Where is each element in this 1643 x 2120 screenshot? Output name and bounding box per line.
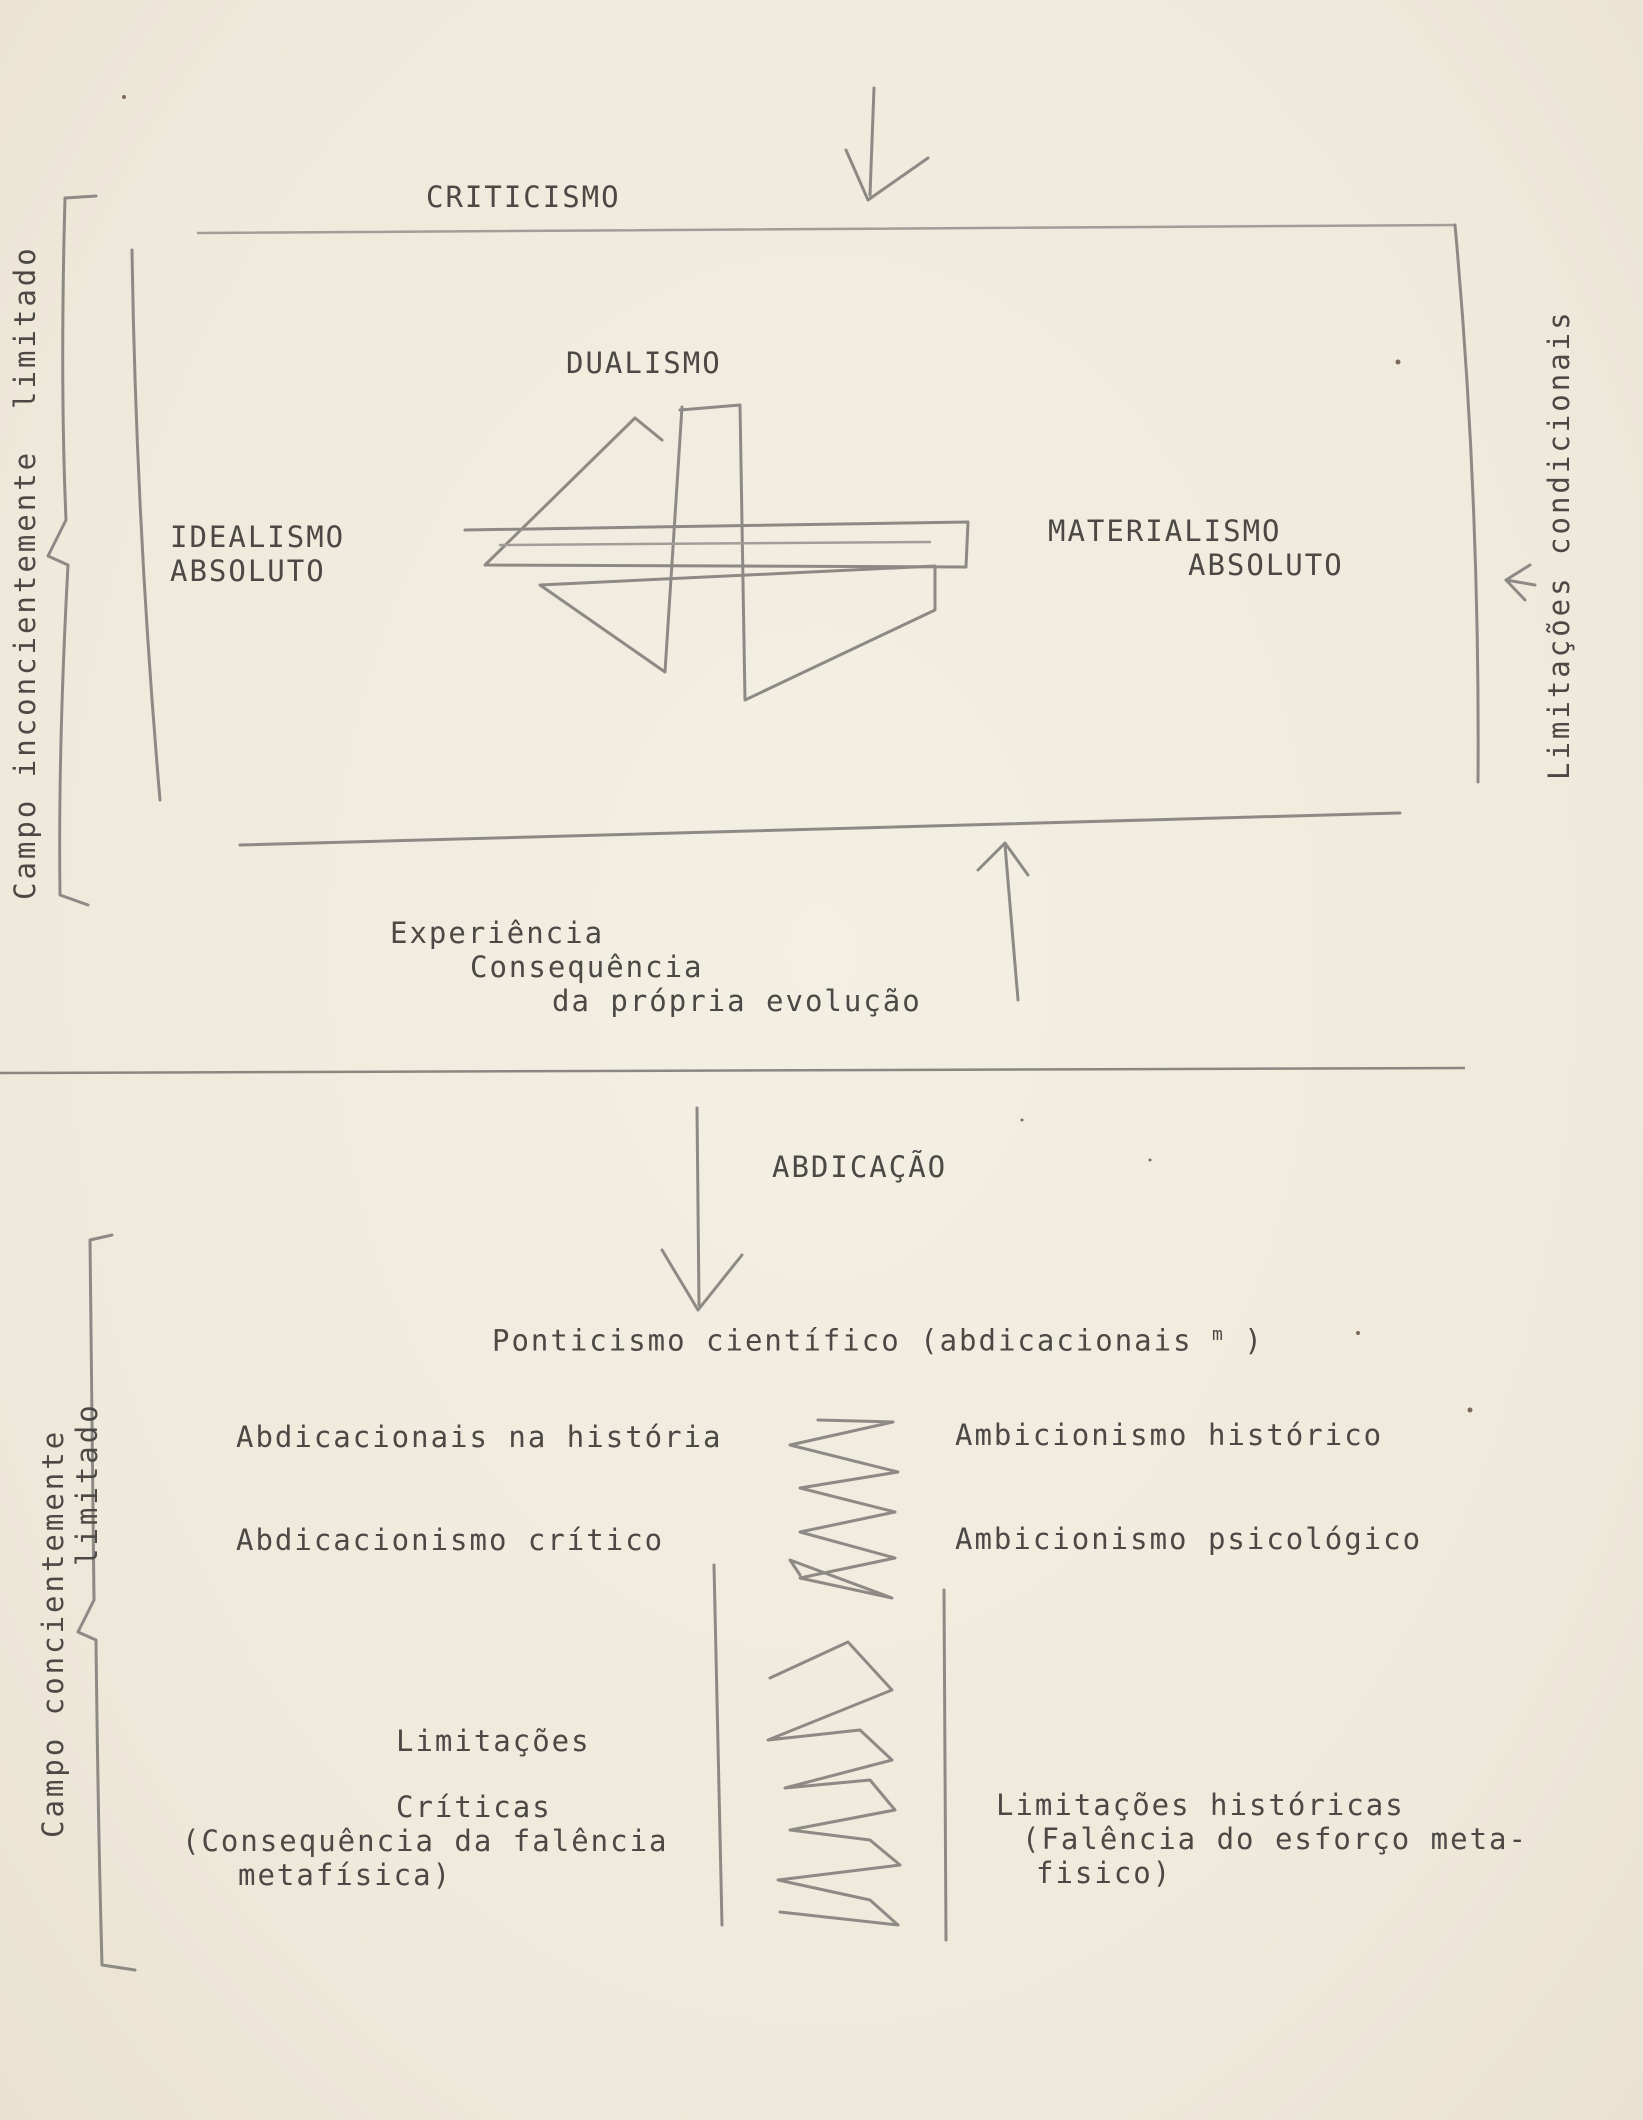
experiencia-line1: Experiência bbox=[390, 916, 605, 950]
limitacoes-left-line3: (Consequência da falência bbox=[182, 1824, 669, 1858]
right-row2: Ambicionismo psicológico bbox=[955, 1522, 1423, 1556]
dualismo-label: DUALISMO bbox=[566, 346, 722, 380]
lower-vertical-lines bbox=[714, 1565, 946, 1940]
limitacoes-right-line2: (Falência do esforço meta- bbox=[1022, 1822, 1528, 1856]
paper-specks bbox=[122, 95, 1473, 1413]
left-row2: Abdicacionismo crítico bbox=[236, 1523, 665, 1557]
upper-zigzag bbox=[790, 1420, 898, 1598]
up-arrow-experiencia bbox=[978, 843, 1028, 1000]
ponticismo-superscript: m bbox=[1212, 1324, 1225, 1345]
ponticismo-text: Ponticismo científico (abdicacionais bbox=[492, 1323, 1193, 1358]
materialismo-label-line1: MATERIALISMO bbox=[1048, 514, 1282, 548]
limitacoes-left-line4: metafísica) bbox=[238, 1858, 453, 1892]
materialismo-label-line2: ABSOLUTO bbox=[1188, 548, 1344, 582]
idealismo-label-line1: IDEALISMO bbox=[170, 520, 346, 554]
idealismo-label-line2: ABSOLUTO bbox=[170, 554, 326, 588]
down-arrow-abdicacao bbox=[662, 1108, 742, 1310]
limitacoes-left-line1: Limitações bbox=[396, 1724, 591, 1758]
lower-zigzag bbox=[768, 1642, 900, 1925]
down-arrow-top bbox=[846, 88, 928, 200]
campo-concientemente-label-line2: limitado bbox=[70, 1402, 104, 1566]
abdicacao-label: ABDICAÇÃO bbox=[772, 1150, 948, 1184]
ponticismo-close: ) bbox=[1244, 1323, 1264, 1358]
experiencia-line2: Consequência bbox=[470, 950, 704, 984]
dualismo-scribble bbox=[465, 405, 968, 700]
campo-concientemente-label-line1: Campo concientemente bbox=[36, 1428, 70, 1838]
limitacoes-right-line3: fisico) bbox=[1036, 1856, 1173, 1890]
right-row1: Ambicionismo histórico bbox=[955, 1418, 1384, 1452]
limitacoes-condicionais-label: Limitações condicionais bbox=[1542, 309, 1576, 780]
limitacoes-right-line1: Limitações históricas bbox=[996, 1788, 1405, 1822]
campo-inconcientemente-label: Campo inconcientemente limitado bbox=[8, 245, 42, 900]
ponticismo-label bbox=[492, 1318, 1264, 1358]
limitacoes-left-line2: Críticas bbox=[396, 1790, 552, 1824]
left-brace-top bbox=[48, 196, 96, 905]
criticismo-label: CRITICISMO bbox=[426, 180, 621, 214]
section-divider bbox=[0, 1068, 1465, 1073]
right-arrow bbox=[1506, 565, 1535, 600]
left-brace-bottom bbox=[78, 1235, 135, 1970]
left-row1: Abdicacionais na história bbox=[236, 1420, 723, 1454]
experiencia-line3: da própria evolução bbox=[552, 984, 922, 1018]
